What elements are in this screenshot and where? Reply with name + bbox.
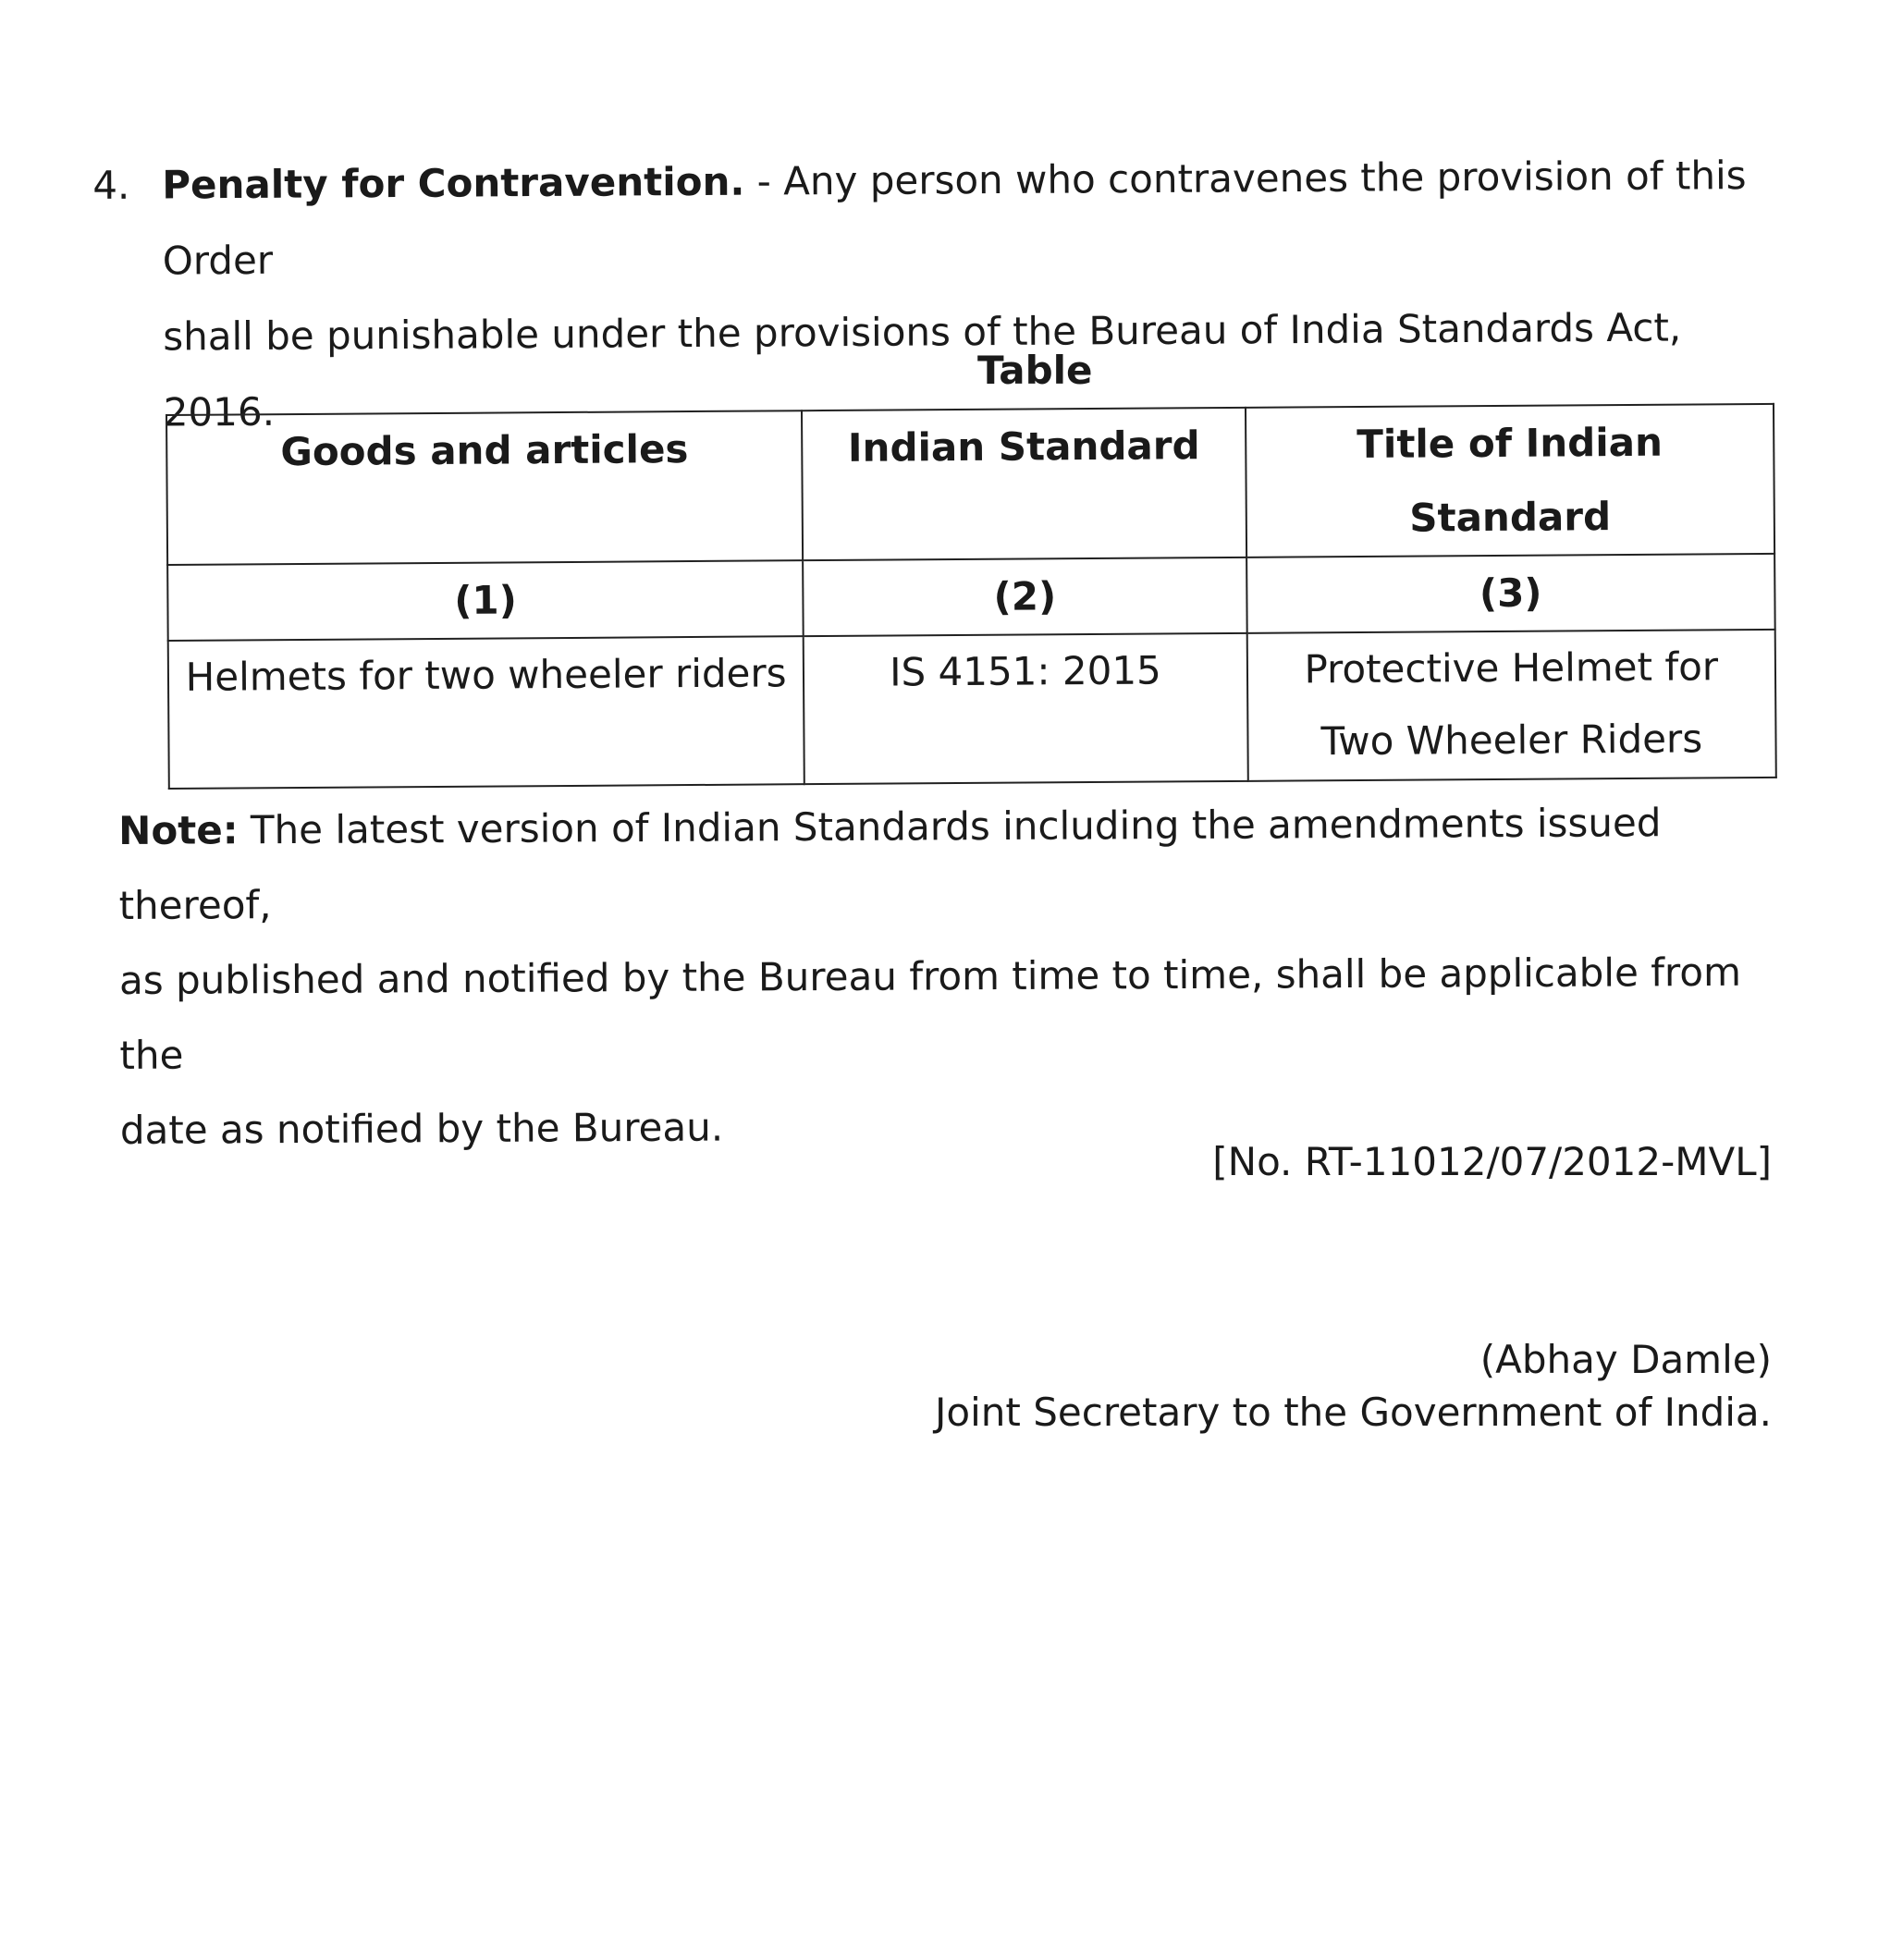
note-paragraph xyxy=(118,785,1775,1168)
section-heading: Penalty for Contravention. xyxy=(162,158,745,208)
signatory-designation: Joint Secretary to the Government of India. xyxy=(935,1390,1772,1435)
cell-title xyxy=(1246,630,1775,781)
section-line-1 xyxy=(162,138,1758,300)
column-number-3: (3) xyxy=(1246,554,1775,633)
header-goods: Goods and articles xyxy=(166,410,803,565)
column-number-1: (1) xyxy=(167,560,804,641)
table-number-row xyxy=(167,554,1775,641)
cell-goods: Helmets for two wheeler riders xyxy=(168,636,804,789)
cell-title-line-2: Two Wheeler Riders xyxy=(1320,716,1703,765)
signatory-name: (Abhay Damle) xyxy=(1479,1337,1772,1382)
cell-title-line-1: Protective Helmet for xyxy=(1304,643,1719,692)
signature-block xyxy=(935,1333,1772,1439)
header-standard: Indian Standard xyxy=(802,408,1246,560)
header-title: Title of Indian Standard xyxy=(1246,404,1774,557)
table-caption: Table xyxy=(977,348,1093,393)
reference-number: [No. RT-11012/07/2012-MVL] xyxy=(1212,1139,1772,1184)
note-text-3: date as notified by the Bureau. xyxy=(119,1104,724,1153)
section-number: 4. xyxy=(92,162,130,208)
section-text-1: - Any person who contravenes the provision of this Order xyxy=(162,153,1747,284)
section-text-2: shall be punishable under the provisions of the Bureau of India Standards Act, 2016. xyxy=(163,304,1682,435)
note-text-1: The latest version of Indian Standards including the amendments issued thereof, xyxy=(118,800,1662,928)
note-text-2: as published and notified by the Bureau from time to time, shall be applicable from the xyxy=(118,949,1742,1078)
standards-table xyxy=(166,403,1777,790)
cell-standard: IS 4151: 2015 xyxy=(804,633,1248,784)
section-body xyxy=(162,138,1759,451)
column-number-2: (2) xyxy=(803,557,1246,636)
standards-table-wrapper xyxy=(166,403,1777,790)
note-label: Note: xyxy=(118,807,239,853)
note-line-1 xyxy=(118,785,1774,943)
table-header-row xyxy=(166,404,1774,565)
table-row xyxy=(168,630,1776,789)
